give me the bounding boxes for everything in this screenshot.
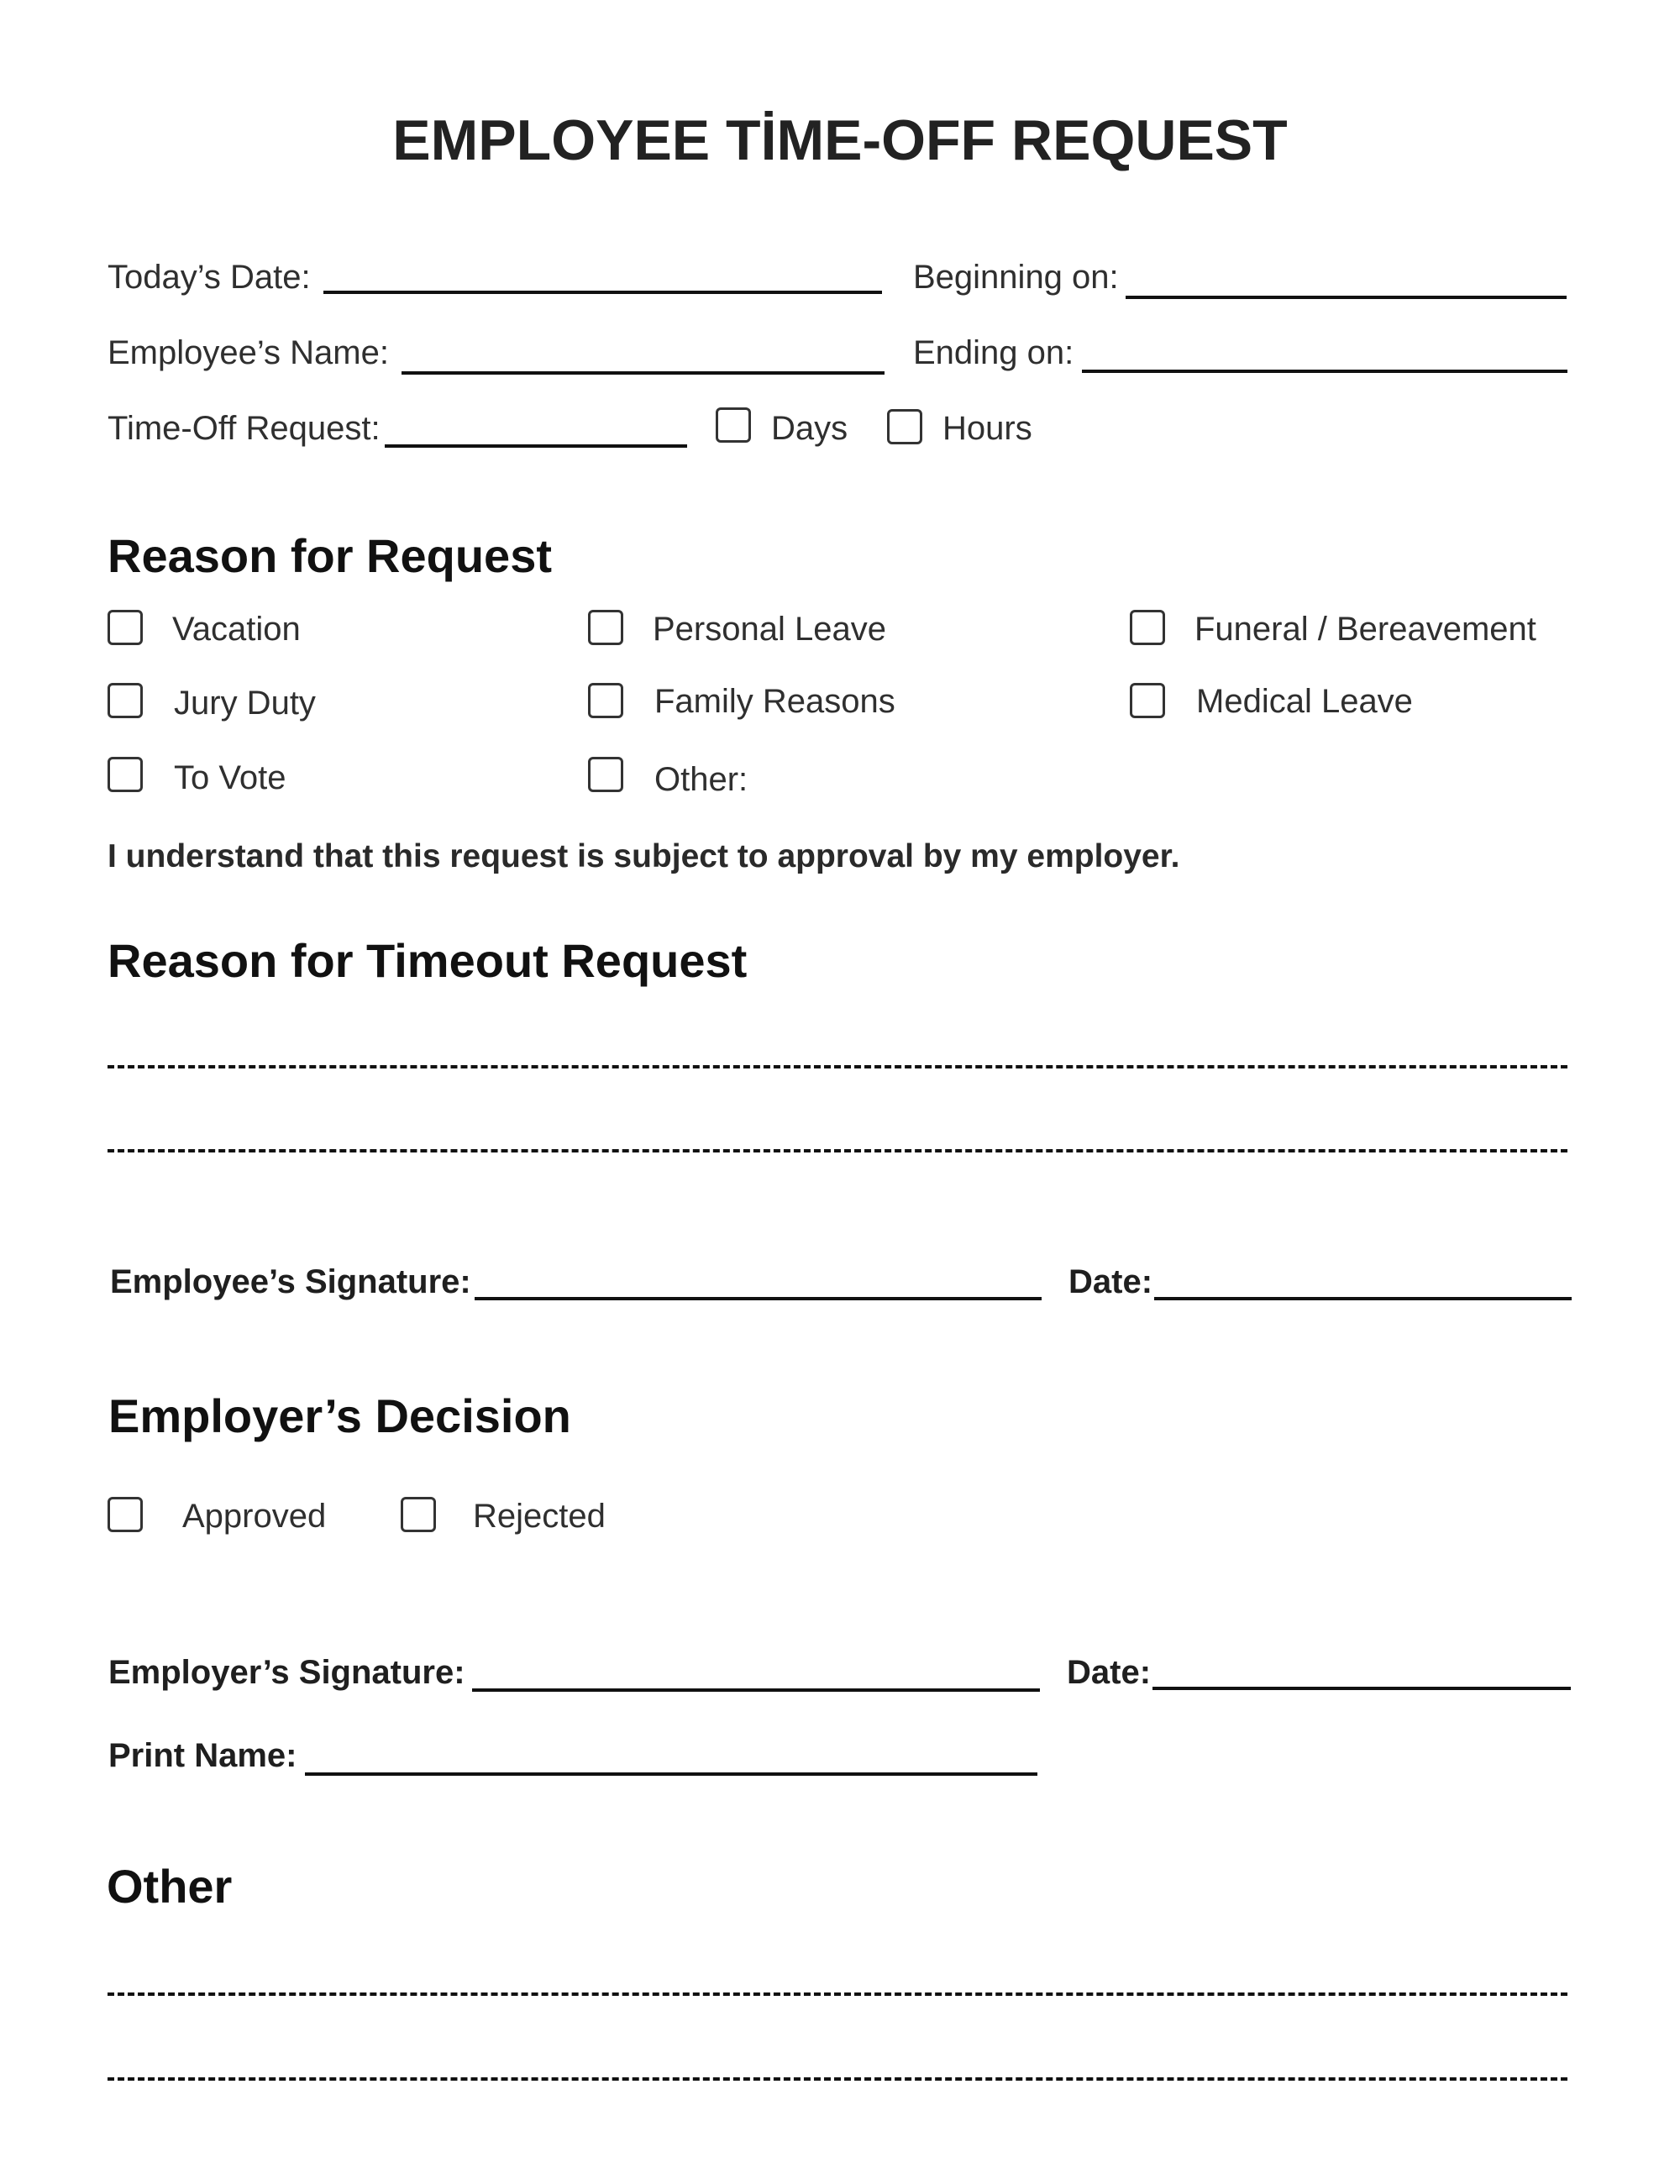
- timeout-reason-line-2[interactable]: [108, 1149, 1567, 1152]
- vacation-label: Vacation: [172, 611, 301, 648]
- personal-leave-label: Personal Leave: [653, 611, 886, 648]
- employee-signature-field[interactable]: [475, 1297, 1042, 1300]
- rejected-label: Rejected: [473, 1498, 606, 1535]
- other-checkbox[interactable]: [588, 757, 623, 792]
- todays-date-label: Today’s Date:: [108, 259, 311, 296]
- timeout-reason-line-1[interactable]: [108, 1065, 1567, 1068]
- hours-label: Hours: [942, 410, 1032, 447]
- jury-duty-label: Jury Duty: [174, 685, 316, 722]
- funeral-checkbox[interactable]: [1130, 610, 1165, 645]
- time-off-request-field[interactable]: [385, 444, 687, 448]
- employer-signature-label: Employer’s Signature:: [108, 1654, 465, 1691]
- other-line-2[interactable]: [108, 2077, 1567, 2081]
- print-name-field[interactable]: [305, 1772, 1037, 1776]
- employers-decision-heading: Employer’s Decision: [108, 1389, 571, 1442]
- hours-checkbox[interactable]: [887, 409, 922, 444]
- days-label: Days: [771, 410, 848, 447]
- family-reasons-label: Family Reasons: [654, 683, 895, 720]
- approval-acknowledgement: I understand that this request is subject to approval by my employer.: [108, 838, 1180, 874]
- approved-checkbox[interactable]: [108, 1497, 143, 1532]
- employer-date-label: Date:: [1067, 1654, 1152, 1691]
- other-label: Other:: [654, 761, 748, 798]
- other-line-1[interactable]: [108, 1992, 1567, 1996]
- to-vote-checkbox[interactable]: [108, 757, 143, 792]
- approved-label: Approved: [182, 1498, 327, 1535]
- family-reasons-checkbox[interactable]: [588, 683, 623, 718]
- medical-leave-checkbox[interactable]: [1130, 683, 1165, 718]
- medical-leave-label: Medical Leave: [1196, 683, 1413, 720]
- jury-duty-checkbox[interactable]: [108, 683, 143, 718]
- personal-leave-checkbox[interactable]: [588, 610, 623, 645]
- vacation-checkbox[interactable]: [108, 610, 143, 645]
- time-off-request-label: Time-Off Request:: [108, 410, 381, 447]
- employer-signature-field[interactable]: [472, 1688, 1040, 1692]
- beginning-on-label: Beginning on:: [913, 259, 1119, 296]
- other-heading: Other: [107, 1860, 233, 1913]
- reason-for-timeout-heading: Reason for Timeout Request: [108, 934, 748, 987]
- to-vote-label: To Vote: [174, 759, 286, 796]
- reason-for-request-heading: Reason for Request: [108, 529, 552, 582]
- employee-signature-label: Employee’s Signature:: [110, 1263, 471, 1300]
- employee-date-label: Date:: [1068, 1263, 1153, 1300]
- print-name-label: Print Name:: [108, 1737, 297, 1774]
- employer-date-field[interactable]: [1152, 1687, 1571, 1690]
- form-title: EMPLOYEE TİME-OFF REQUEST: [392, 108, 1288, 172]
- employee-date-field[interactable]: [1154, 1297, 1572, 1300]
- employee-name-label: Employee’s Name:: [108, 334, 389, 371]
- ending-on-field[interactable]: [1082, 370, 1567, 373]
- beginning-on-field[interactable]: [1126, 296, 1567, 299]
- days-checkbox[interactable]: [716, 407, 751, 443]
- ending-on-label: Ending on:: [913, 334, 1074, 371]
- todays-date-field[interactable]: [323, 291, 882, 294]
- funeral-label: Funeral / Bereavement: [1194, 611, 1536, 648]
- employee-name-field[interactable]: [402, 371, 885, 375]
- rejected-checkbox[interactable]: [401, 1497, 436, 1532]
